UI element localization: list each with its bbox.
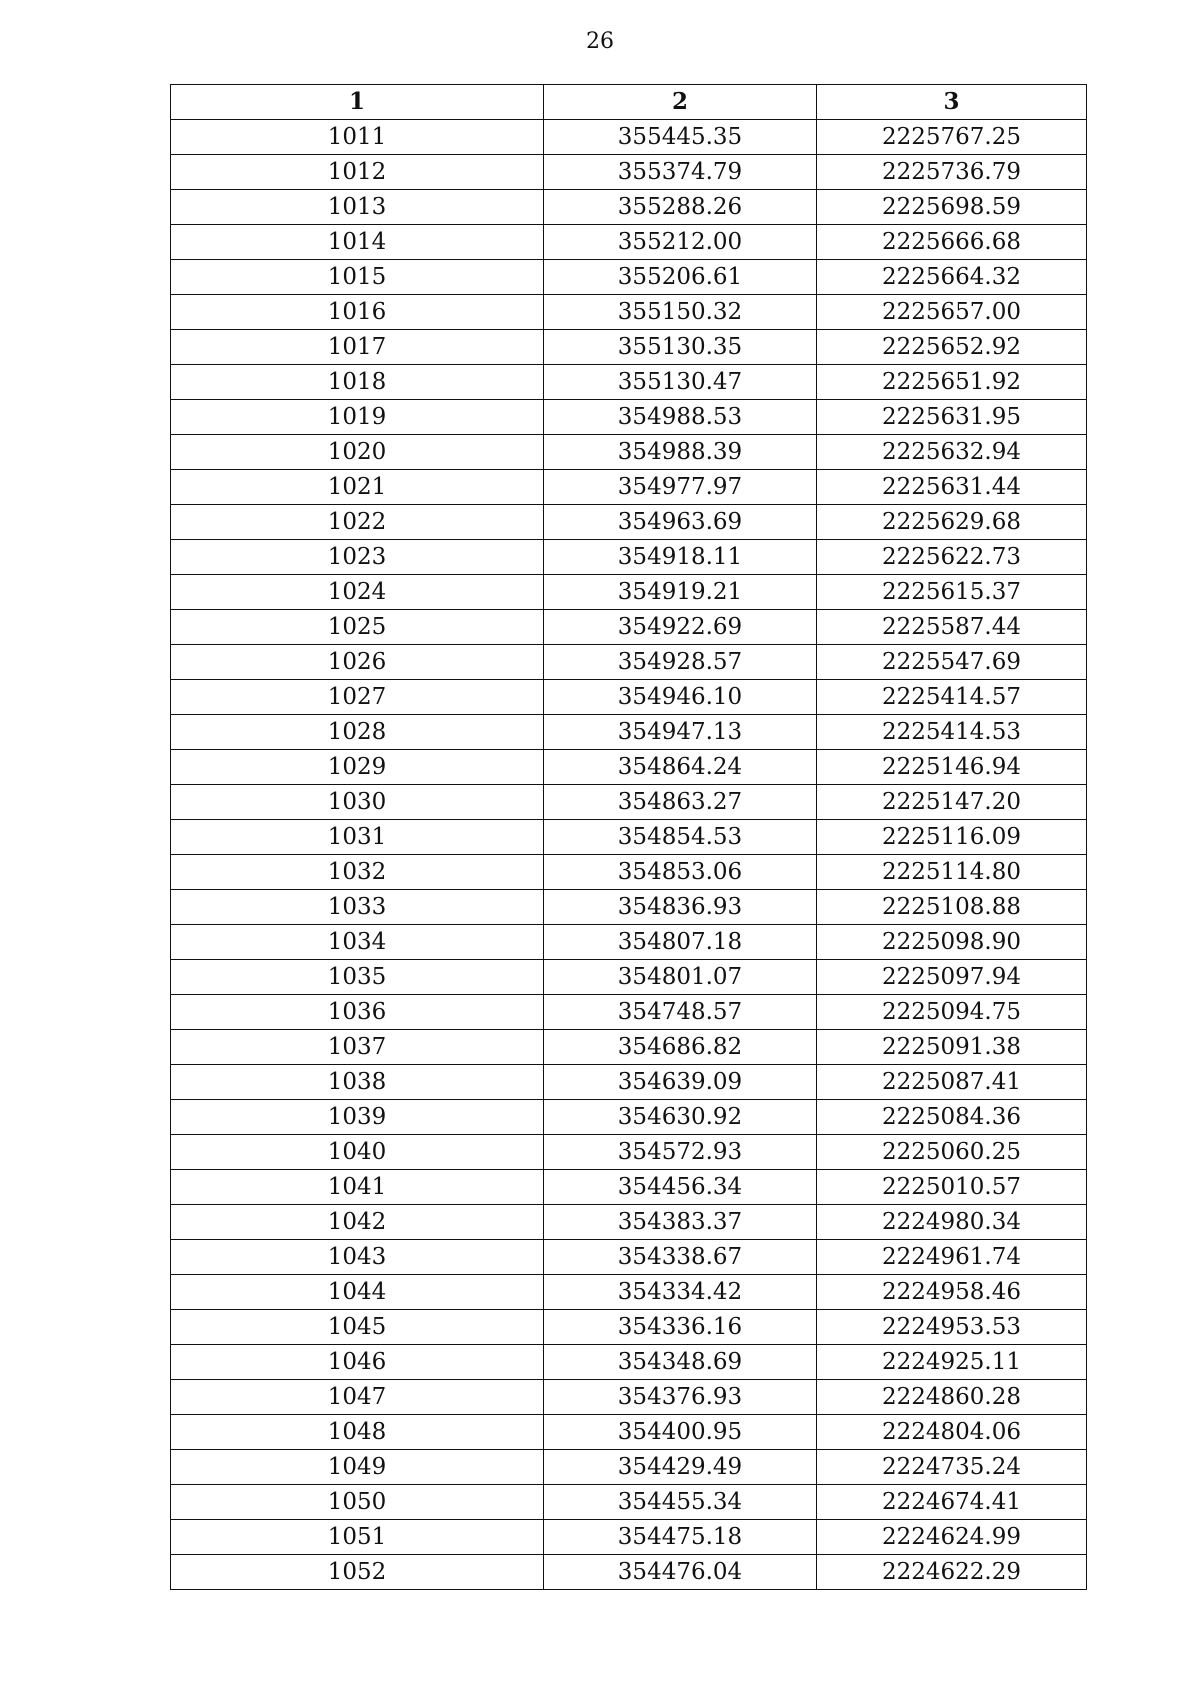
point-number-cell: 1041 [171,1170,544,1205]
point-number-cell: 1049 [171,1450,544,1485]
table-row [171,155,1087,190]
x-coordinate-cell: 354429.49 [544,1450,817,1485]
table-row [171,1205,1087,1240]
x-coordinate-cell: 354376.93 [544,1380,817,1415]
table-row [171,610,1087,645]
point-number-cell: 1034 [171,925,544,960]
point-number-cell: 1021 [171,470,544,505]
x-coordinate-cell: 354863.27 [544,785,817,820]
y-coordinate-cell: 2225414.53 [817,715,1087,750]
x-coordinate-cell: 354476.04 [544,1555,817,1590]
point-number-cell: 1016 [171,295,544,330]
point-number-cell: 1052 [171,1555,544,1590]
point-number-cell: 1028 [171,715,544,750]
point-number-cell: 1033 [171,890,544,925]
y-coordinate-cell: 2225622.73 [817,540,1087,575]
x-coordinate-cell: 354988.53 [544,400,817,435]
point-number-cell: 1011 [171,120,544,155]
point-number-cell: 1012 [171,155,544,190]
y-coordinate-cell: 2224980.34 [817,1205,1087,1240]
point-number-cell: 1040 [171,1135,544,1170]
point-number-cell: 1020 [171,435,544,470]
y-coordinate-cell: 2225657.00 [817,295,1087,330]
x-coordinate-cell: 354348.69 [544,1345,817,1380]
point-number-cell: 1024 [171,575,544,610]
y-coordinate-cell: 2225652.92 [817,330,1087,365]
point-number-cell: 1051 [171,1520,544,1555]
x-coordinate-cell: 354919.21 [544,575,817,610]
table-row [171,575,1087,610]
x-coordinate-cell: 355445.35 [544,120,817,155]
table-row [171,505,1087,540]
table-row [171,1520,1087,1555]
table-row [171,400,1087,435]
table-row [171,960,1087,995]
x-coordinate-cell: 354686.82 [544,1030,817,1065]
point-number-cell: 1031 [171,820,544,855]
y-coordinate-cell: 2225060.25 [817,1135,1087,1170]
y-coordinate-cell: 2225547.69 [817,645,1087,680]
table-header [171,85,1087,120]
x-coordinate-cell: 354630.92 [544,1100,817,1135]
table-row [171,225,1087,260]
table-row [171,890,1087,925]
y-coordinate-cell: 2225698.59 [817,190,1087,225]
table-row [171,330,1087,365]
y-coordinate-cell: 2225414.57 [817,680,1087,715]
point-number-cell: 1050 [171,1485,544,1520]
y-coordinate-cell: 2225632.94 [817,435,1087,470]
table-row [171,1485,1087,1520]
point-number-cell: 1018 [171,365,544,400]
y-coordinate-cell: 2225146.94 [817,750,1087,785]
point-number-cell: 1019 [171,400,544,435]
table-row [171,645,1087,680]
y-coordinate-cell: 2224674.41 [817,1485,1087,1520]
x-coordinate-cell: 354853.06 [544,855,817,890]
y-coordinate-cell: 2225097.94 [817,960,1087,995]
y-coordinate-cell: 2225615.37 [817,575,1087,610]
point-number-cell: 1013 [171,190,544,225]
x-coordinate-cell: 354475.18 [544,1520,817,1555]
table-row [171,750,1087,785]
x-coordinate-cell: 354639.09 [544,1065,817,1100]
table-row [171,1275,1087,1310]
x-coordinate-cell: 354383.37 [544,1205,817,1240]
point-number-cell: 1047 [171,1380,544,1415]
table-row [171,1030,1087,1065]
table-row [171,785,1087,820]
y-coordinate-cell: 2225767.25 [817,120,1087,155]
table-row [171,295,1087,330]
point-number-cell: 1038 [171,1065,544,1100]
y-coordinate-cell: 2224622.29 [817,1555,1087,1590]
x-coordinate-cell: 355130.47 [544,365,817,400]
x-coordinate-cell: 355212.00 [544,225,817,260]
y-coordinate-cell: 2225087.41 [817,1065,1087,1100]
table-row [171,855,1087,890]
x-coordinate-cell: 355130.35 [544,330,817,365]
table-row [171,120,1087,155]
point-number-cell: 1035 [171,960,544,995]
x-coordinate-cell: 354748.57 [544,995,817,1030]
table-row [171,365,1087,400]
y-coordinate-cell: 2224953.53 [817,1310,1087,1345]
point-number-cell: 1046 [171,1345,544,1380]
x-coordinate-cell: 354400.95 [544,1415,817,1450]
point-number-cell: 1030 [171,785,544,820]
x-coordinate-cell: 354836.93 [544,890,817,925]
table-row [171,540,1087,575]
y-coordinate-cell: 2225651.92 [817,365,1087,400]
point-number-cell: 1015 [171,260,544,295]
point-number-cell: 1045 [171,1310,544,1345]
y-coordinate-cell: 2224735.24 [817,1450,1087,1485]
x-coordinate-cell: 354572.93 [544,1135,817,1170]
table-row [171,1345,1087,1380]
table-row [171,1065,1087,1100]
column-header-1: 1 [171,85,544,120]
x-coordinate-cell: 354807.18 [544,925,817,960]
x-coordinate-cell: 354918.11 [544,540,817,575]
y-coordinate-cell: 2224958.46 [817,1275,1087,1310]
point-number-cell: 1029 [171,750,544,785]
x-coordinate-cell: 355206.61 [544,260,817,295]
x-coordinate-cell: 354928.57 [544,645,817,680]
y-coordinate-cell: 2224961.74 [817,1240,1087,1275]
y-coordinate-cell: 2225587.44 [817,610,1087,645]
y-coordinate-cell: 2225666.68 [817,225,1087,260]
x-coordinate-cell: 354922.69 [544,610,817,645]
table-row [171,1170,1087,1205]
table-row [171,995,1087,1030]
point-number-cell: 1026 [171,645,544,680]
table-row [171,435,1087,470]
table-row [171,1100,1087,1135]
point-number-cell: 1042 [171,1205,544,1240]
y-coordinate-cell: 2225147.20 [817,785,1087,820]
point-number-cell: 1036 [171,995,544,1030]
point-number-cell: 1025 [171,610,544,645]
table-row [171,1450,1087,1485]
x-coordinate-cell: 354864.24 [544,750,817,785]
point-number-cell: 1043 [171,1240,544,1275]
y-coordinate-cell: 2225098.90 [817,925,1087,960]
y-coordinate-cell: 2224925.11 [817,1345,1087,1380]
y-coordinate-cell: 2224860.28 [817,1380,1087,1415]
table-row [171,715,1087,750]
table-row [171,1555,1087,1590]
x-coordinate-cell: 354946.10 [544,680,817,715]
header-row [171,85,1087,120]
table-row [171,925,1087,960]
table-row [171,1415,1087,1450]
x-coordinate-cell: 354336.16 [544,1310,817,1345]
x-coordinate-cell: 354854.53 [544,820,817,855]
coordinates-table [170,84,1087,1590]
y-coordinate-cell: 2224624.99 [817,1520,1087,1555]
point-number-cell: 1027 [171,680,544,715]
table-row [171,1240,1087,1275]
y-coordinate-cell: 2225108.88 [817,890,1087,925]
x-coordinate-cell: 354455.34 [544,1485,817,1520]
x-coordinate-cell: 354977.97 [544,470,817,505]
y-coordinate-cell: 2225091.38 [817,1030,1087,1065]
y-coordinate-cell: 2224804.06 [817,1415,1087,1450]
x-coordinate-cell: 355150.32 [544,295,817,330]
y-coordinate-cell: 2225664.32 [817,260,1087,295]
x-coordinate-cell: 355374.79 [544,155,817,190]
x-coordinate-cell: 354963.69 [544,505,817,540]
y-coordinate-cell: 2225084.36 [817,1100,1087,1135]
table-row [171,1310,1087,1345]
point-number-cell: 1022 [171,505,544,540]
column-header-2: 2 [544,85,817,120]
table-row [171,1380,1087,1415]
point-number-cell: 1039 [171,1100,544,1135]
x-coordinate-cell: 354338.67 [544,1240,817,1275]
y-coordinate-cell: 2225114.80 [817,855,1087,890]
x-coordinate-cell: 354988.39 [544,435,817,470]
x-coordinate-cell: 354334.42 [544,1275,817,1310]
y-coordinate-cell: 2225116.09 [817,820,1087,855]
table-body [171,120,1087,1590]
table-row [171,680,1087,715]
y-coordinate-cell: 2225631.44 [817,470,1087,505]
point-number-cell: 1037 [171,1030,544,1065]
point-number-cell: 1014 [171,225,544,260]
table-row [171,1135,1087,1170]
point-number-cell: 1017 [171,330,544,365]
y-coordinate-cell: 2225010.57 [817,1170,1087,1205]
table-row [171,470,1087,505]
y-coordinate-cell: 2225094.75 [817,995,1087,1030]
column-header-3: 3 [817,85,1087,120]
page-number: 26 [586,29,614,54]
x-coordinate-cell: 354947.13 [544,715,817,750]
x-coordinate-cell: 355288.26 [544,190,817,225]
point-number-cell: 1048 [171,1415,544,1450]
y-coordinate-cell: 2225631.95 [817,400,1087,435]
y-coordinate-cell: 2225629.68 [817,505,1087,540]
table-row [171,190,1087,225]
y-coordinate-cell: 2225736.79 [817,155,1087,190]
point-number-cell: 1023 [171,540,544,575]
table-row [171,820,1087,855]
point-number-cell: 1032 [171,855,544,890]
table-row [171,260,1087,295]
point-number-cell: 1044 [171,1275,544,1310]
x-coordinate-cell: 354801.07 [544,960,817,995]
x-coordinate-cell: 354456.34 [544,1170,817,1205]
